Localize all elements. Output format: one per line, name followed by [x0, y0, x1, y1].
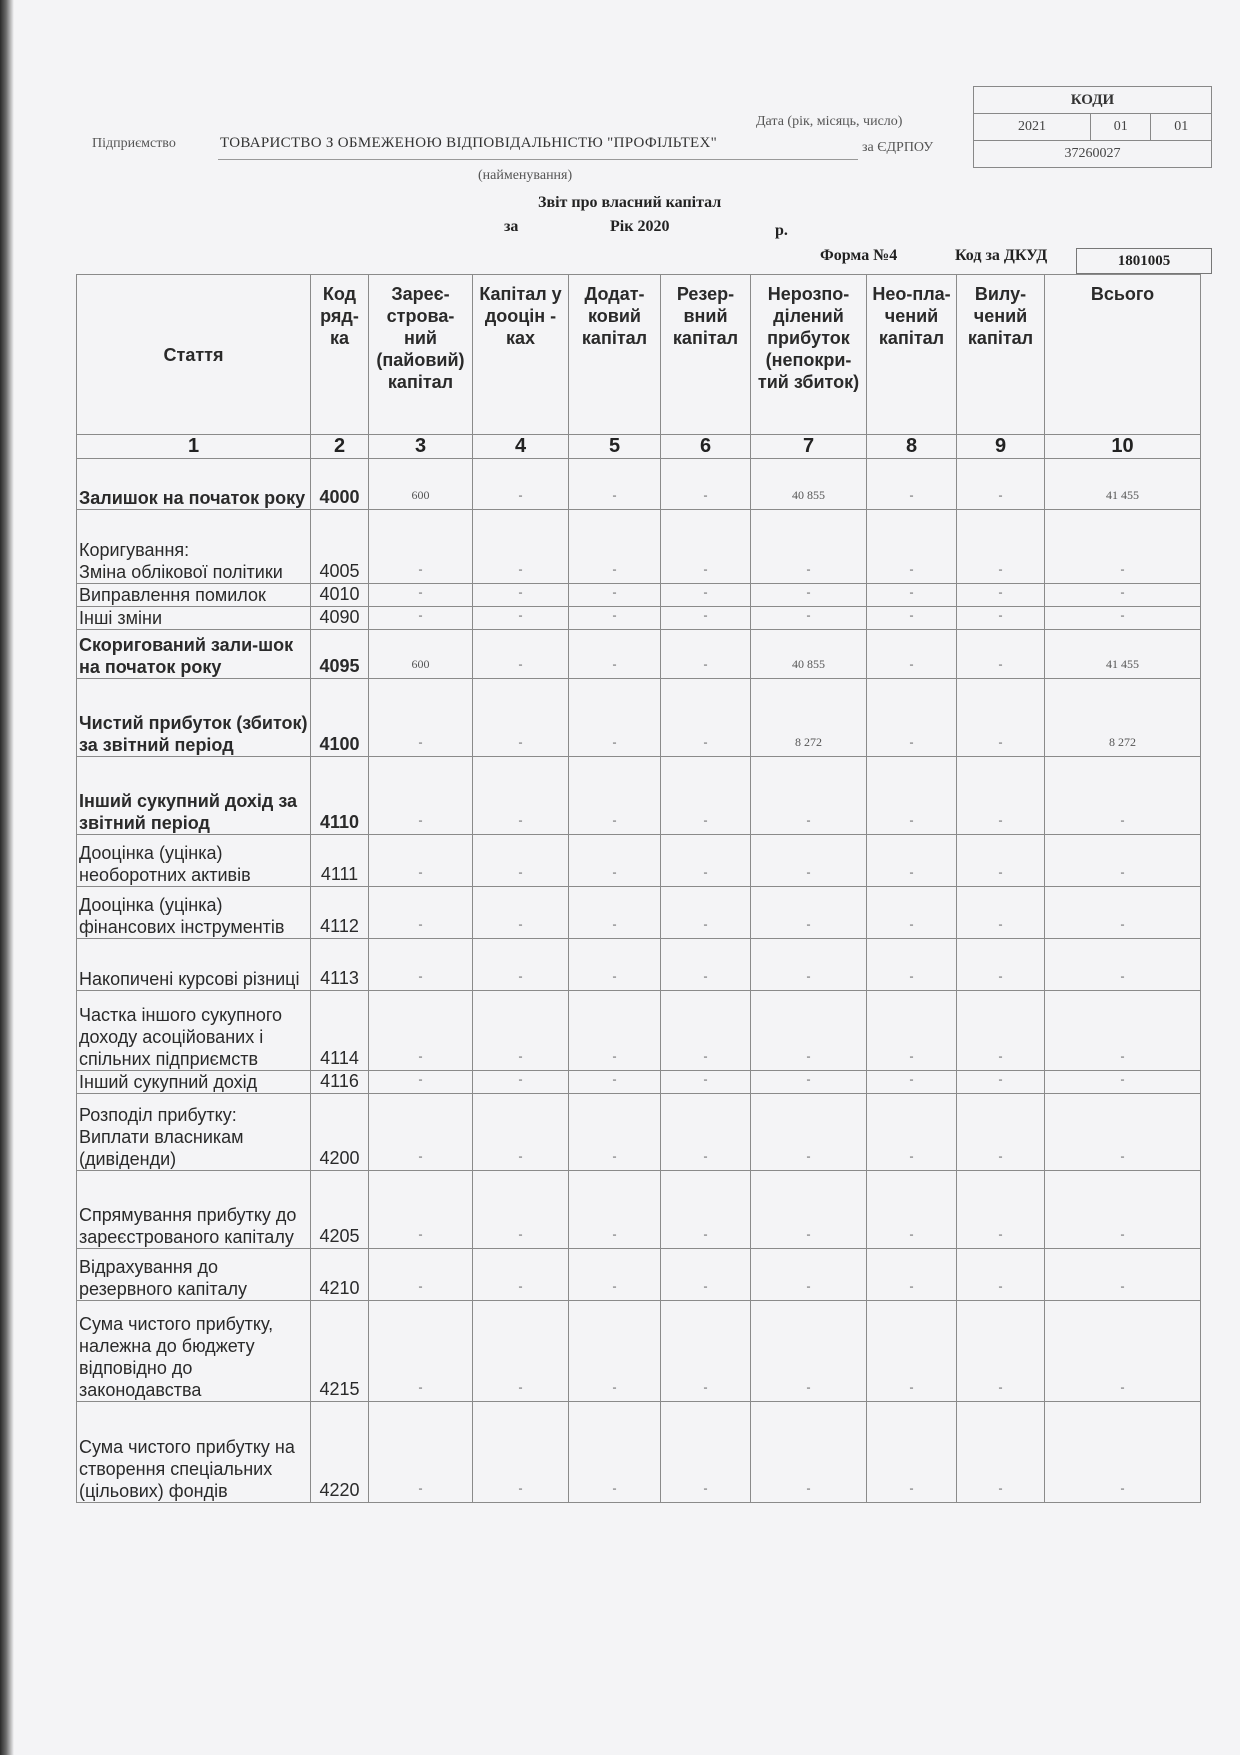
row-article: Відрахування до резервного капіталу	[77, 1249, 311, 1301]
row-value: -	[751, 584, 867, 607]
edrpou-code: 37260027	[974, 141, 1212, 168]
row-value: -	[569, 1301, 661, 1402]
row-value: -	[661, 1402, 751, 1503]
row-value: -	[569, 510, 661, 584]
row-code: 4116	[311, 1071, 369, 1094]
row-article: Дооцінка (уцінка) необоротних активів	[77, 835, 311, 887]
row-code: 4010	[311, 584, 369, 607]
row-value: -	[369, 835, 473, 887]
table-row	[77, 991, 1201, 1071]
table-row	[77, 679, 1201, 757]
header-revaluation-capital: Капітал у дооцін - ках	[473, 275, 569, 435]
row-code: 4215	[311, 1301, 369, 1402]
date-day: 01	[1151, 114, 1212, 141]
row-value: -	[1045, 1094, 1201, 1171]
row-value: -	[473, 584, 569, 607]
report-title: Звіт про власний капітал	[538, 194, 722, 211]
row-value: -	[369, 757, 473, 835]
row-value: -	[867, 630, 957, 679]
row-article: Сума чистого прибутку, належна до бюджету відповідно до законодавства	[77, 1301, 311, 1402]
enterprise-name: ТОВАРИСТВО З ОБМЕЖЕНОЮ ВІДПОВІДАЛЬНІСТЮ "ПРОФІЛЬТЕХ"	[220, 135, 718, 151]
column-number: 10	[1045, 435, 1201, 459]
row-code: 4100	[311, 679, 369, 757]
row-value: -	[369, 1301, 473, 1402]
row-value: -	[867, 991, 957, 1071]
row-article: Частка іншого сукупного доходу асоційованих і спільних підприємств	[77, 991, 311, 1071]
edrpou-label: за ЄДРПОУ	[862, 140, 934, 155]
dkud-label: Код за ДКУД	[955, 247, 1048, 264]
row-value: -	[957, 1249, 1045, 1301]
row-value: -	[661, 939, 751, 991]
codes-title: КОДИ	[974, 87, 1212, 114]
row-value: -	[957, 510, 1045, 584]
row-value: -	[369, 1171, 473, 1249]
row-value: -	[1045, 835, 1201, 887]
row-article: Чистий прибуток (збиток) за звітний період	[77, 679, 311, 757]
row-value: -	[1045, 1249, 1201, 1301]
row-value: -	[569, 991, 661, 1071]
row-code: 4005	[311, 510, 369, 584]
row-value: -	[751, 1402, 867, 1503]
column-number: 2	[311, 435, 369, 459]
header-withdrawn-capital: Вилу-чений капітал	[957, 275, 1045, 435]
row-value: -	[661, 630, 751, 679]
row-value: -	[751, 991, 867, 1071]
row-value: -	[867, 584, 957, 607]
row-value: -	[751, 939, 867, 991]
codes-table	[973, 86, 1212, 168]
row-code: 4210	[311, 1249, 369, 1301]
row-value: 41 455	[1045, 459, 1201, 510]
row-article: Інші зміни	[77, 607, 311, 630]
row-value: -	[569, 607, 661, 630]
row-value: -	[867, 607, 957, 630]
table-row	[77, 1249, 1201, 1301]
row-value: -	[369, 679, 473, 757]
row-value: -	[473, 835, 569, 887]
row-value: -	[751, 510, 867, 584]
row-article: Розподіл прибутку: Виплати власникам (дивіденди)	[77, 1094, 311, 1171]
row-article: Інший сукупний дохід за звітний період	[77, 757, 311, 835]
row-value: -	[473, 1171, 569, 1249]
row-article: Сума чистого прибутку на створення спеціальних (цільових) фондів	[77, 1402, 311, 1503]
column-number: 1	[77, 435, 311, 459]
table-row	[77, 1071, 1201, 1094]
row-value: 40 855	[751, 630, 867, 679]
row-value: -	[867, 510, 957, 584]
row-value: -	[473, 1094, 569, 1171]
row-article: Спрямування прибутку до зареєстрованого капіталу	[77, 1171, 311, 1249]
table-row	[77, 835, 1201, 887]
row-value: -	[569, 1071, 661, 1094]
table-row	[77, 757, 1201, 835]
row-value: -	[369, 607, 473, 630]
row-value: -	[957, 679, 1045, 757]
header-reserve-capital: Резер-вний капітал	[661, 275, 751, 435]
date-month: 01	[1090, 114, 1151, 141]
row-value: -	[1045, 1402, 1201, 1503]
enterprise-underline	[218, 159, 858, 160]
row-value: 40 855	[751, 459, 867, 510]
row-value: -	[369, 939, 473, 991]
row-value: -	[957, 757, 1045, 835]
row-value: -	[369, 991, 473, 1071]
row-value: -	[957, 1094, 1045, 1171]
row-code: 4113	[311, 939, 369, 991]
row-value: -	[661, 510, 751, 584]
row-article: Коригування: Зміна облікової політики	[77, 510, 311, 584]
row-code: 4205	[311, 1171, 369, 1249]
row-value: -	[867, 939, 957, 991]
column-number: 4	[473, 435, 569, 459]
row-value: -	[867, 887, 957, 939]
period-suffix: р.	[775, 222, 788, 239]
row-value: -	[661, 757, 751, 835]
row-value: -	[661, 459, 751, 510]
row-value: -	[661, 991, 751, 1071]
row-article: Інший сукупний дохід	[77, 1071, 311, 1094]
row-value: -	[369, 1071, 473, 1094]
period-prefix: за	[504, 218, 519, 235]
table-body	[77, 459, 1201, 1503]
equity-table	[76, 274, 1201, 1503]
row-value: -	[369, 887, 473, 939]
date-year: 2021	[974, 114, 1091, 141]
row-value: -	[473, 630, 569, 679]
row-value: -	[957, 939, 1045, 991]
row-value: -	[473, 1249, 569, 1301]
row-value: -	[473, 1301, 569, 1402]
row-value: -	[1045, 991, 1201, 1071]
row-value: -	[569, 630, 661, 679]
table-row	[77, 887, 1201, 939]
row-code: 4200	[311, 1094, 369, 1171]
column-number: 3	[369, 435, 473, 459]
row-value: -	[867, 757, 957, 835]
row-value: -	[751, 1094, 867, 1171]
row-value: -	[569, 835, 661, 887]
row-value: -	[569, 584, 661, 607]
row-value: -	[957, 1301, 1045, 1402]
row-value: -	[369, 1094, 473, 1171]
row-value: 600	[369, 459, 473, 510]
row-value: -	[867, 835, 957, 887]
row-value: -	[369, 510, 473, 584]
row-value: -	[1045, 510, 1201, 584]
column-numbers-row	[77, 435, 1201, 459]
row-value: -	[569, 1249, 661, 1301]
table-row	[77, 630, 1201, 679]
row-article: Накопичені курсові різниці	[77, 939, 311, 991]
row-value: -	[661, 1094, 751, 1171]
table-row	[77, 510, 1201, 584]
row-code: 4114	[311, 991, 369, 1071]
row-value: -	[369, 584, 473, 607]
report-period: Рік 2020	[610, 218, 670, 235]
row-value: -	[473, 757, 569, 835]
table-row	[77, 584, 1201, 607]
row-value: -	[867, 459, 957, 510]
table-row	[77, 1301, 1201, 1402]
row-value: -	[1045, 887, 1201, 939]
row-value: -	[957, 1171, 1045, 1249]
row-value: -	[1045, 1071, 1201, 1094]
table-row	[77, 1402, 1201, 1503]
row-value: -	[957, 630, 1045, 679]
row-value: -	[569, 757, 661, 835]
header-article: Стаття	[77, 275, 311, 435]
row-value: -	[867, 1071, 957, 1094]
row-value: -	[751, 1249, 867, 1301]
row-value: -	[957, 607, 1045, 630]
row-value: -	[569, 887, 661, 939]
date-label: Дата (рік, місяць, число)	[756, 114, 903, 129]
table-row	[77, 1171, 1201, 1249]
row-value: -	[661, 1171, 751, 1249]
row-value: 8 272	[751, 679, 867, 757]
table-row	[77, 939, 1201, 991]
table-row	[77, 459, 1201, 510]
row-value: -	[867, 1402, 957, 1503]
row-value: 600	[369, 630, 473, 679]
row-value: -	[957, 584, 1045, 607]
row-value: -	[569, 1094, 661, 1171]
row-value: -	[473, 1071, 569, 1094]
row-value: -	[661, 607, 751, 630]
row-code: 4110	[311, 757, 369, 835]
row-value: -	[661, 1301, 751, 1402]
row-value: -	[751, 1071, 867, 1094]
row-value: -	[957, 1071, 1045, 1094]
row-value: -	[751, 757, 867, 835]
row-value: -	[751, 835, 867, 887]
header-registered-capital: Зареє-строва-ний (пайовий) капітал	[369, 275, 473, 435]
row-value: -	[1045, 757, 1201, 835]
header-additional-capital: Додат-ковий капітал	[569, 275, 661, 435]
row-value: -	[751, 887, 867, 939]
row-value: -	[1045, 607, 1201, 630]
dkud-code: 1801005	[1076, 248, 1212, 274]
row-value: -	[957, 1402, 1045, 1503]
row-value: -	[867, 1249, 957, 1301]
row-value: -	[661, 679, 751, 757]
row-code: 4111	[311, 835, 369, 887]
row-value: -	[569, 459, 661, 510]
row-value: -	[751, 1171, 867, 1249]
header-code: Код ряд-ка	[311, 275, 369, 435]
row-value: -	[473, 607, 569, 630]
row-value: -	[957, 835, 1045, 887]
row-code: 4220	[311, 1402, 369, 1503]
row-value: -	[1045, 584, 1201, 607]
row-value: -	[957, 459, 1045, 510]
header-retained-earnings: Нерозпо-ділений прибуток (непокри-тий збиток)	[751, 275, 867, 435]
row-value: -	[473, 510, 569, 584]
row-value: -	[569, 1402, 661, 1503]
row-value: -	[867, 1301, 957, 1402]
header-unpaid-capital: Нео-пла-чений капітал	[867, 275, 957, 435]
row-article: Дооцінка (уцінка) фінансових інструментів	[77, 887, 311, 939]
form-label: Форма №4	[820, 247, 898, 264]
column-number: 8	[867, 435, 957, 459]
row-value: -	[867, 1094, 957, 1171]
row-value: -	[369, 1249, 473, 1301]
row-value: -	[569, 679, 661, 757]
row-value: -	[751, 1301, 867, 1402]
header-row	[77, 275, 1201, 435]
row-value: -	[867, 1171, 957, 1249]
row-article: Залишок на початок року	[77, 459, 311, 510]
row-article: Виправлення помилок	[77, 584, 311, 607]
column-number: 5	[569, 435, 661, 459]
row-value: -	[661, 1249, 751, 1301]
row-value: -	[569, 1171, 661, 1249]
row-value: -	[661, 887, 751, 939]
header-total: Всього	[1045, 275, 1201, 435]
row-value: -	[369, 1402, 473, 1503]
table-row	[77, 1094, 1201, 1171]
column-number: 6	[661, 435, 751, 459]
enterprise-label: Підприємство	[92, 136, 176, 151]
row-value: 41 455	[1045, 630, 1201, 679]
row-value: -	[473, 679, 569, 757]
row-value: -	[569, 939, 661, 991]
row-value: -	[473, 887, 569, 939]
row-value: -	[473, 939, 569, 991]
row-value: -	[661, 584, 751, 607]
row-value: -	[473, 459, 569, 510]
row-value: -	[957, 887, 1045, 939]
row-code: 4090	[311, 607, 369, 630]
row-value: -	[1045, 939, 1201, 991]
row-code: 4000	[311, 459, 369, 510]
row-value: -	[867, 679, 957, 757]
row-value: -	[473, 1402, 569, 1503]
row-value: -	[661, 1071, 751, 1094]
row-value: -	[1045, 1301, 1201, 1402]
row-article: Скоригований зали-шок на початок року	[77, 630, 311, 679]
row-value: -	[661, 835, 751, 887]
scan-edge	[0, 0, 14, 1755]
table-row	[77, 607, 1201, 630]
column-number: 9	[957, 435, 1045, 459]
row-value: -	[957, 991, 1045, 1071]
enterprise-caption: (найменування)	[478, 168, 573, 183]
row-value: -	[1045, 1171, 1201, 1249]
column-number: 7	[751, 435, 867, 459]
row-code: 4112	[311, 887, 369, 939]
row-value: -	[473, 991, 569, 1071]
row-value: 8 272	[1045, 679, 1201, 757]
row-value: -	[751, 607, 867, 630]
row-code: 4095	[311, 630, 369, 679]
